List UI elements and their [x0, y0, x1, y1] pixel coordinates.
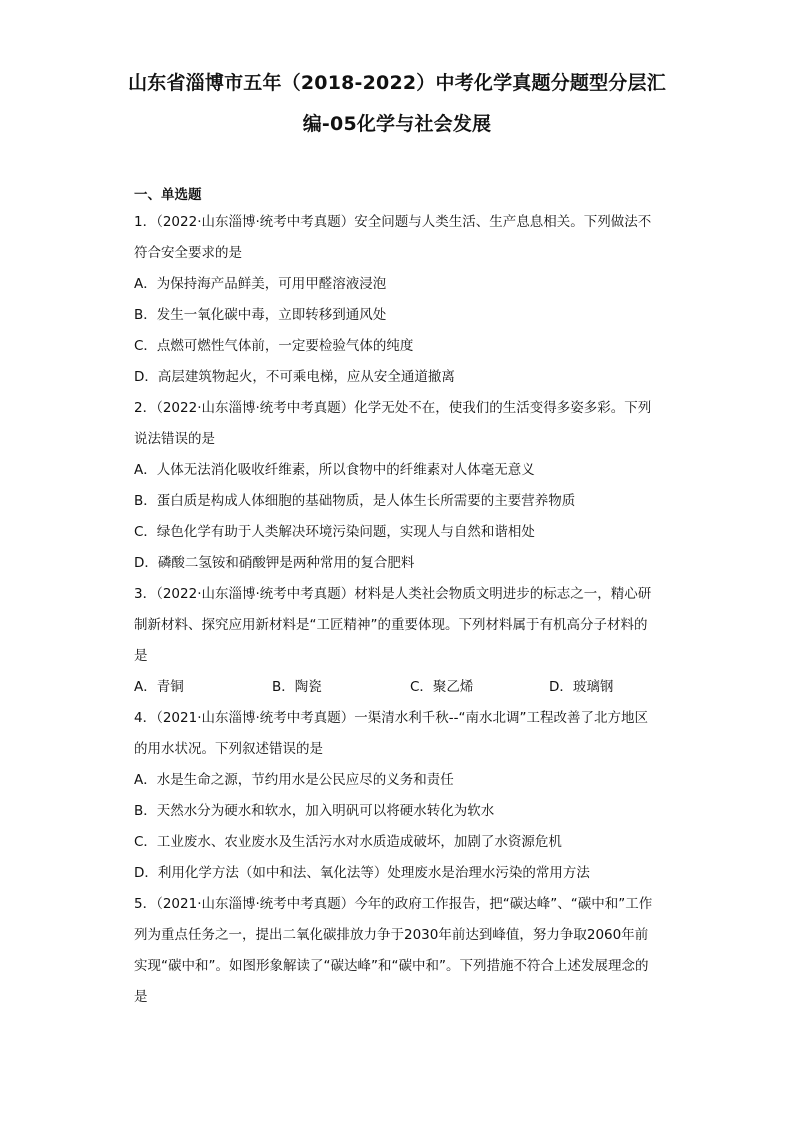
section-heading-single-choice: 一、单选题 — [134, 187, 202, 203]
question-3-option-c: C．聚乙烯 — [410, 679, 474, 695]
question-3-stem-line-1: 3．（2022·山东淄博·统考中考真题）材料是人类社会物质文明进步的标志之一，精心研 — [134, 586, 652, 602]
question-2-stem-line-2: 说法错误的是 — [134, 431, 215, 447]
question-5-stem-line-3: 实现“碳中和”。如图形象解读了“碳达峰”和“碳中和”。下列措施不符合上述发展理念的 — [134, 958, 649, 974]
question-2-stem-line-1: 2．（2022·山东淄博·统考中考真题）化学无处不在，使我们的生活变得多姿多彩。下列 — [134, 400, 652, 416]
question-2-option-a: A．人体无法消化吸收纤维素，所以食物中的纤维素对人体毫无意义 — [134, 462, 535, 478]
question-5-stem-line-4: 是 — [134, 989, 148, 1005]
question-4-option-a: A．水是生命之源，节约用水是公民应尽的义务和责任 — [134, 772, 454, 788]
question-1-option-b: B．发生一氧化碳中毒，立即转移到通风处 — [134, 307, 387, 323]
question-5-stem-line-1: 5．（2021·山东淄博·统考中考真题）今年的政府工作报告，把“碳达峰”、“碳中和”工作 — [134, 896, 653, 912]
question-2-option-b: B．蛋白质是构成人体细胞的基础物质，是人体生长所需要的主要营养物质 — [134, 493, 576, 509]
question-3-option-d: D．玻璃钢 — [549, 679, 614, 695]
document-title-line-1: 山东省淄博市五年（2018-2022）中考化学真题分题型分层汇 — [128, 72, 666, 94]
document-title-line-2: 编-05化学与社会发展 — [302, 113, 492, 135]
question-4-option-b: B．天然水分为硬水和软水，加入明矾可以将硬水转化为软水 — [134, 803, 495, 819]
question-4-stem-line-1: 4．（2021·山东淄博·统考中考真题）一渠清水利千秋--“南水北调”工程改善了北方地区 — [134, 710, 649, 726]
question-1-option-c: C．点燃可燃性气体前，一定要检验气体的纯度 — [134, 338, 414, 354]
question-4-option-d: D．利用化学方法（如中和法、氧化法等）处理废水是治理水污染的常用方法 — [134, 865, 590, 881]
question-4-stem-line-2: 的用水状况。下列叙述错误的是 — [134, 741, 323, 757]
question-3-option-a: A．青铜 — [134, 679, 184, 695]
question-3-stem-line-2: 制新材料、探究应用新材料是“工匠精神”的重要体现。下列材料属于有机高分子材料的 — [134, 617, 648, 633]
question-1-stem-line-1: 1．（2022·山东淄博·统考中考真题）安全问题与人类生活、生产息息相关。下列做法不 — [134, 214, 652, 230]
question-1-stem-line-2: 符合安全要求的是 — [134, 245, 242, 261]
question-1-option-a: A．为保持海产品鲜美，可用甲醛溶液浸泡 — [134, 276, 387, 292]
question-5-stem-line-2: 列为重点任务之一，提出二氧化碳排放力争于2030年前达到峰值，努力争取2060年前 — [134, 927, 649, 943]
question-2-option-d: D．磷酸二氢铵和硝酸钾是两种常用的复合肥料 — [134, 555, 415, 571]
question-3-stem-line-3: 是 — [134, 648, 148, 664]
question-3-option-b: B．陶瓷 — [272, 679, 322, 695]
question-2-option-c: C．绿色化学有助于人类解决环境污染问题，实现人与自然和谐相处 — [134, 524, 535, 540]
question-1-option-d: D．高层建筑物起火，不可乘电梯，应从安全通道撤离 — [134, 369, 455, 385]
question-4-option-c: C．工业废水、农业废水及生活污水对水质造成破坏，加剧了水资源危机 — [134, 834, 562, 850]
